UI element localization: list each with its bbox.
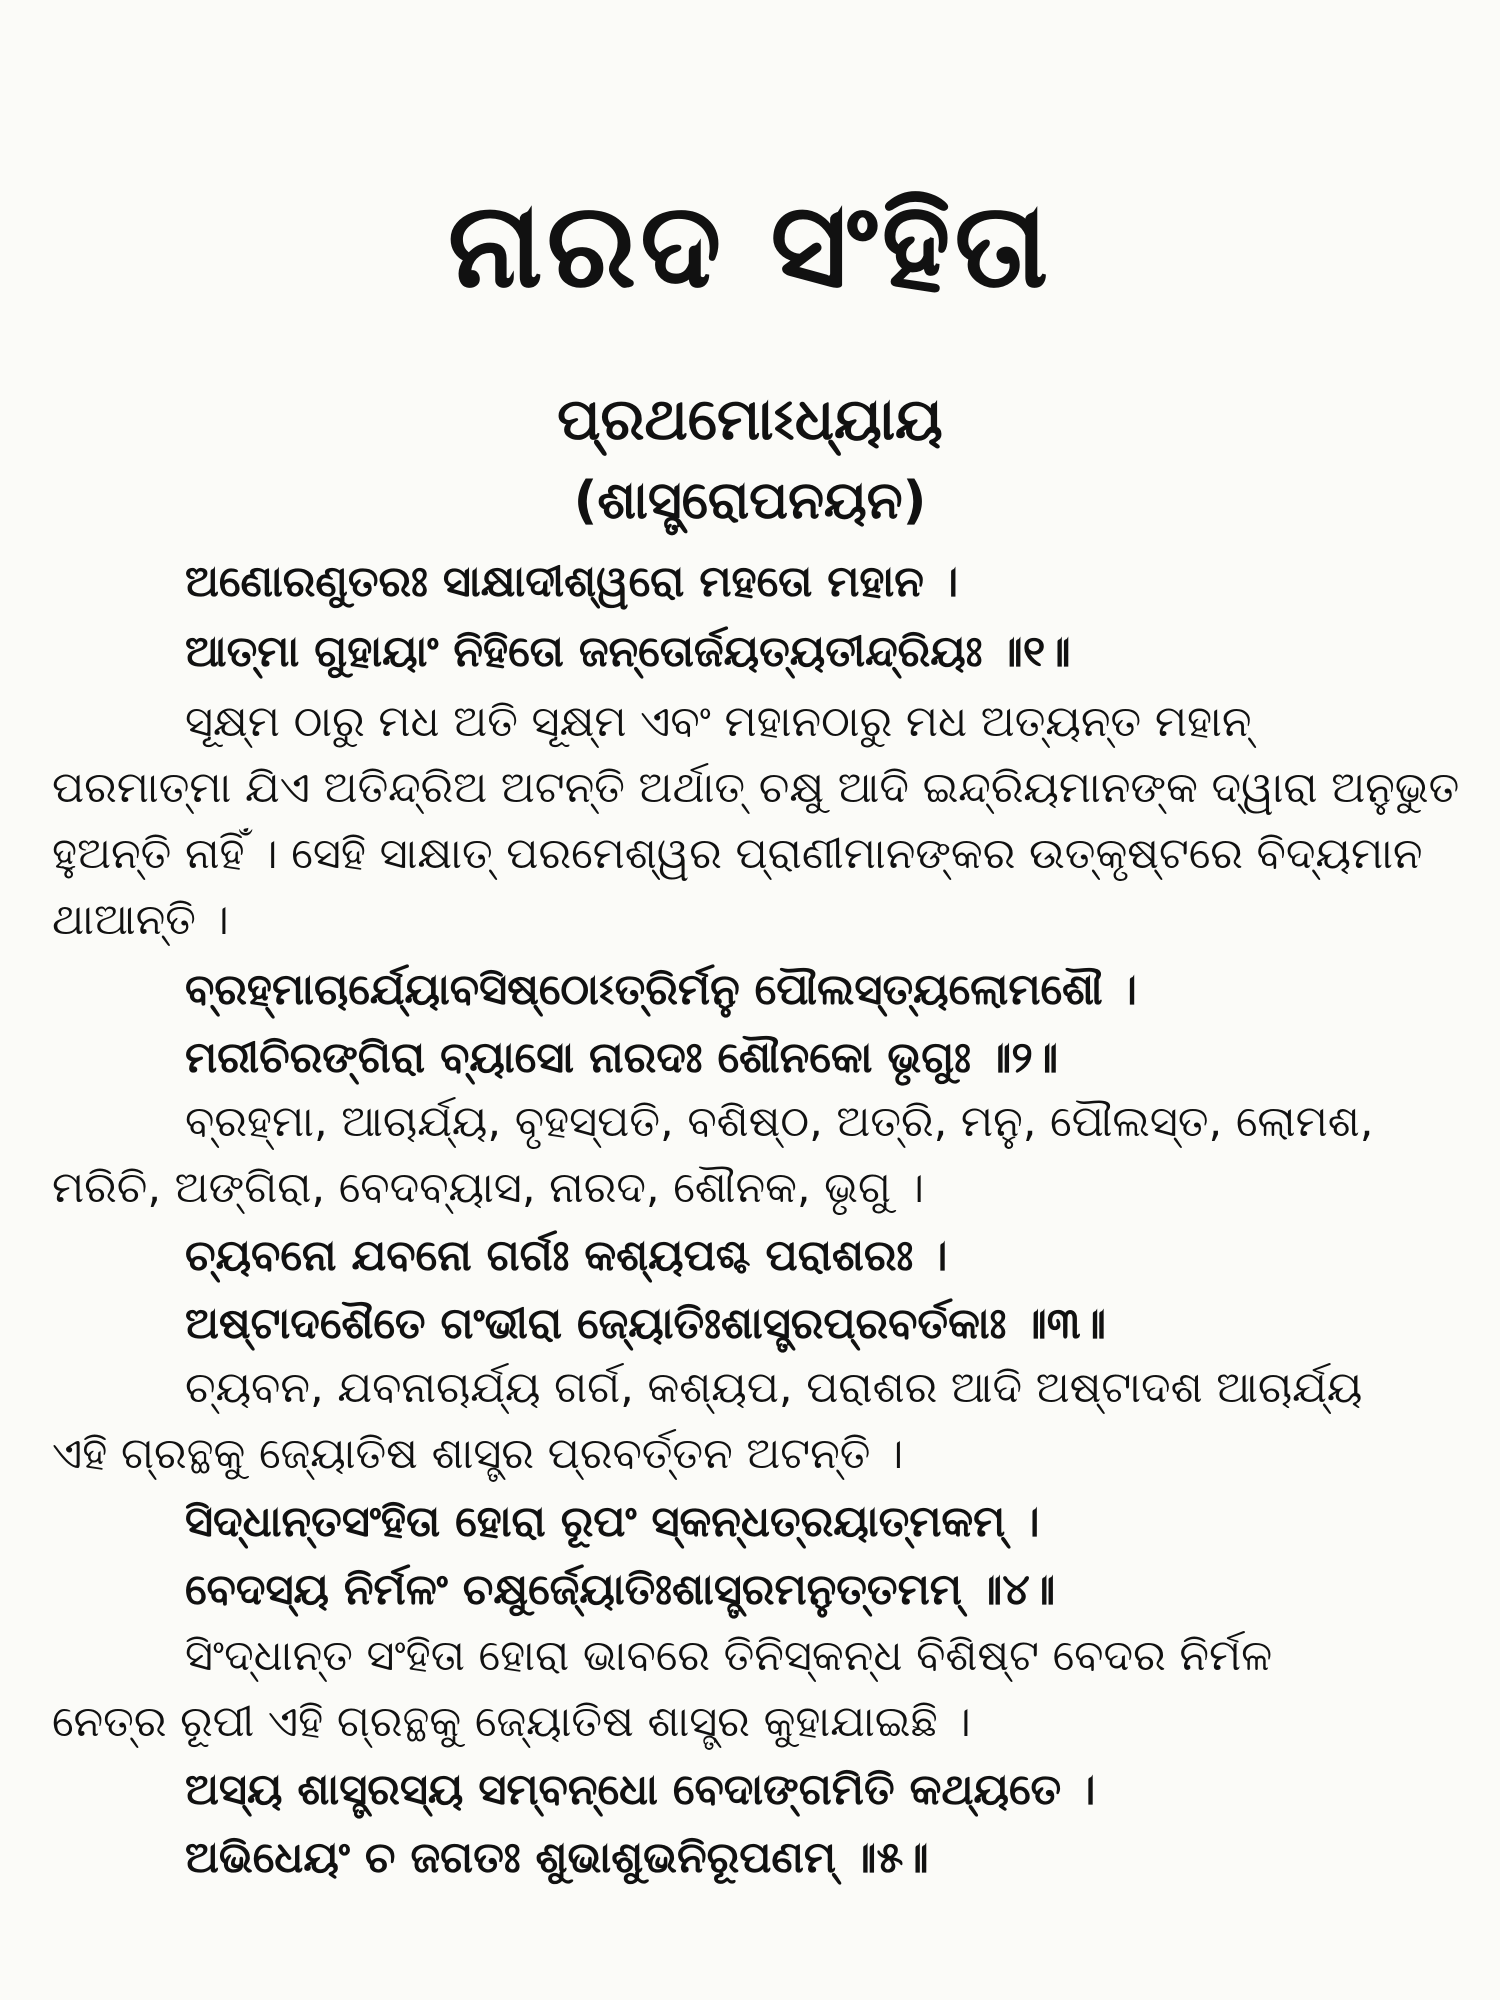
- verse-line: ଅଭିଧେୟଂ ଚ ଜଗତଃ ଶୁଭାଶୁଭନିରୂପଣମ୍ ॥୫॥: [185, 1833, 929, 1883]
- prose-line: ଥାଆନ୍ତି ।: [52, 895, 229, 945]
- chapter-heading: ପ୍ରଥମୋଽଧ୍ୟାୟ: [557, 385, 943, 453]
- verse-line: ଚ୍ୟବନୋ ଯବନୋ ଗର୍ଗଃ କଶ୍ୟପଶ୍ଚ ପରାଶରଃ ।: [185, 1231, 948, 1281]
- prose-line: ବ୍ରହ୍ମା, ଆଚାର୍ଯ୍ୟ, ବୃହସ୍ପତି, ବଶିଷ୍ଠ, ଅତ୍ରି, ମନୁ, ପୌଲସ୍ତ, ଲୋମଶ,: [185, 1097, 1374, 1147]
- verse-line: ଆତ୍ମା ଗୁହାୟାଂ ନିହିତୋ ଜନ୍ତୋର୍ଜୟତ୍ୟତୀନ୍ଦ୍ରିୟଃ ॥୧॥: [185, 627, 1071, 677]
- prose-line: ସିଂଦ୍ଧାନ୍ତ ସଂହିତା ହୋରା ଭାବରେ ତିନିସ୍କନ୍ଧ ବିଶିଷ୍ଟ ବେଦର ନିର୍ମଳ: [185, 1631, 1273, 1681]
- verse-line: ବ୍ରହ୍ମାଚାର୍ଯ୍ୟୋବସିଷ୍ଠୋଽତ୍ରିର୍ମନୁ ପୌଲସ୍ତ୍ୟଲୋମଶୌ ।: [185, 965, 1137, 1015]
- prose-line: ମରିଚି, ଅଙ୍ଗିରା, ବେଦବ୍ୟାସ, ନାରଦ, ଶୌନକ, ଭୃଗୁ ।: [52, 1163, 925, 1213]
- verse-line: ମରୀଚିରଙ୍ଗିରା ବ୍ୟାସୋ ନାରଦଃ ଶୌନକୋ ଭୃଗୁଃ ॥୨॥: [185, 1033, 1059, 1083]
- verse-line: ଅଣୋରଣୁତରଃ ସାକ୍ଷାଦୀଶ୍ୱରୋ ମହତୋ ମହାନ ।: [185, 557, 959, 607]
- prose-line: ନେତ୍ର ରୂପୀ ଏହି ଗ୍ରନ୍ଥକୁ ଜ୍ୟୋତିଷ ଶାସ୍ତ୍ର କୁହାଯାଇଛି ।: [52, 1697, 971, 1747]
- prose-line: ଚ୍ୟବନ, ଯବନାଚାର୍ଯ୍ୟ ଗର୍ଗ, କଶ୍ୟପ, ପରାଶର ଆଦି ଅଷ୍ଟାଦଶ ଆଚାର୍ଯ୍ୟ: [185, 1363, 1363, 1413]
- prose-line: ହୁଅନ୍ତି ନାହିଁ । ସେହି ସାକ୍ଷାତ୍ ପରମେଶ୍ୱର ପ୍ରାଣୀମାନଙ୍କର ଉତ୍କୃଷ୍ଟରେ ବିଦ୍ୟମାନ: [52, 829, 1423, 879]
- prose-line: ପରମାତ୍ମା ଯିଏ ଅତିନ୍ଦ୍ରିଅ ଅଟନ୍ତି ଅର୍ଥାତ୍ ଚକ୍ଷୁ ଆଦି ଇନ୍ଦ୍ରିୟମାନଙ୍କ ଦ୍ୱାରା ଅନୁଭୁତ: [52, 763, 1460, 813]
- page-title: ନାରଦ ସଂହିତା: [447, 176, 1053, 314]
- prose-line: ଏହି ଗ୍ରନ୍ଥକୁ ଜ୍ୟୋତିଷ ଶାସ୍ତ୍ର ପ୍ରବର୍ତ୍ତନ ଅଟନ୍ତି ।: [52, 1429, 904, 1479]
- verse-line: ବେଦସ୍ୟ ନିର୍ମଳଂ ଚକ୍ଷୁର୍ଜ୍ୟୋତିଃଶାସ୍ତ୍ରମନୁତ୍ତମମ୍ ॥୪॥: [185, 1565, 1056, 1615]
- verse-line: ସିଦ୍ଧାନ୍ତସଂହିତା ହୋରା ରୂପଂ ସ୍କନ୍ଧତ୍ରୟାତ୍ମକମ୍ ।: [185, 1497, 1040, 1547]
- verse-line: ଅଷ୍ଟାଦଶୈତେ ଗଂଭୀରା ଜ୍ୟୋତିଃଶାସ୍ତ୍ରପ୍ରବର୍ତକାଃ ॥୩॥: [185, 1299, 1106, 1349]
- verse-line: ଅସ୍ୟ ଶାସ୍ତ୍ରସ୍ୟ ସମ୍ବନ୍ଧୋ ବେଦାଙ୍ଗମିତି କଥ୍ୟତେ ।: [185, 1765, 1096, 1815]
- prose-line: ସୂକ୍ଷ୍ମ ଠାରୁ ମଧ ଅତି ସୂକ୍ଷ୍ମ ଏବଂ ମହାନଠାରୁ ମଧ ଅତ୍ୟନ୍ତ ମହାନ୍: [185, 697, 1252, 747]
- chapter-subtitle: (ଶାସ୍ତ୍ରୋପନୟନ): [573, 471, 927, 531]
